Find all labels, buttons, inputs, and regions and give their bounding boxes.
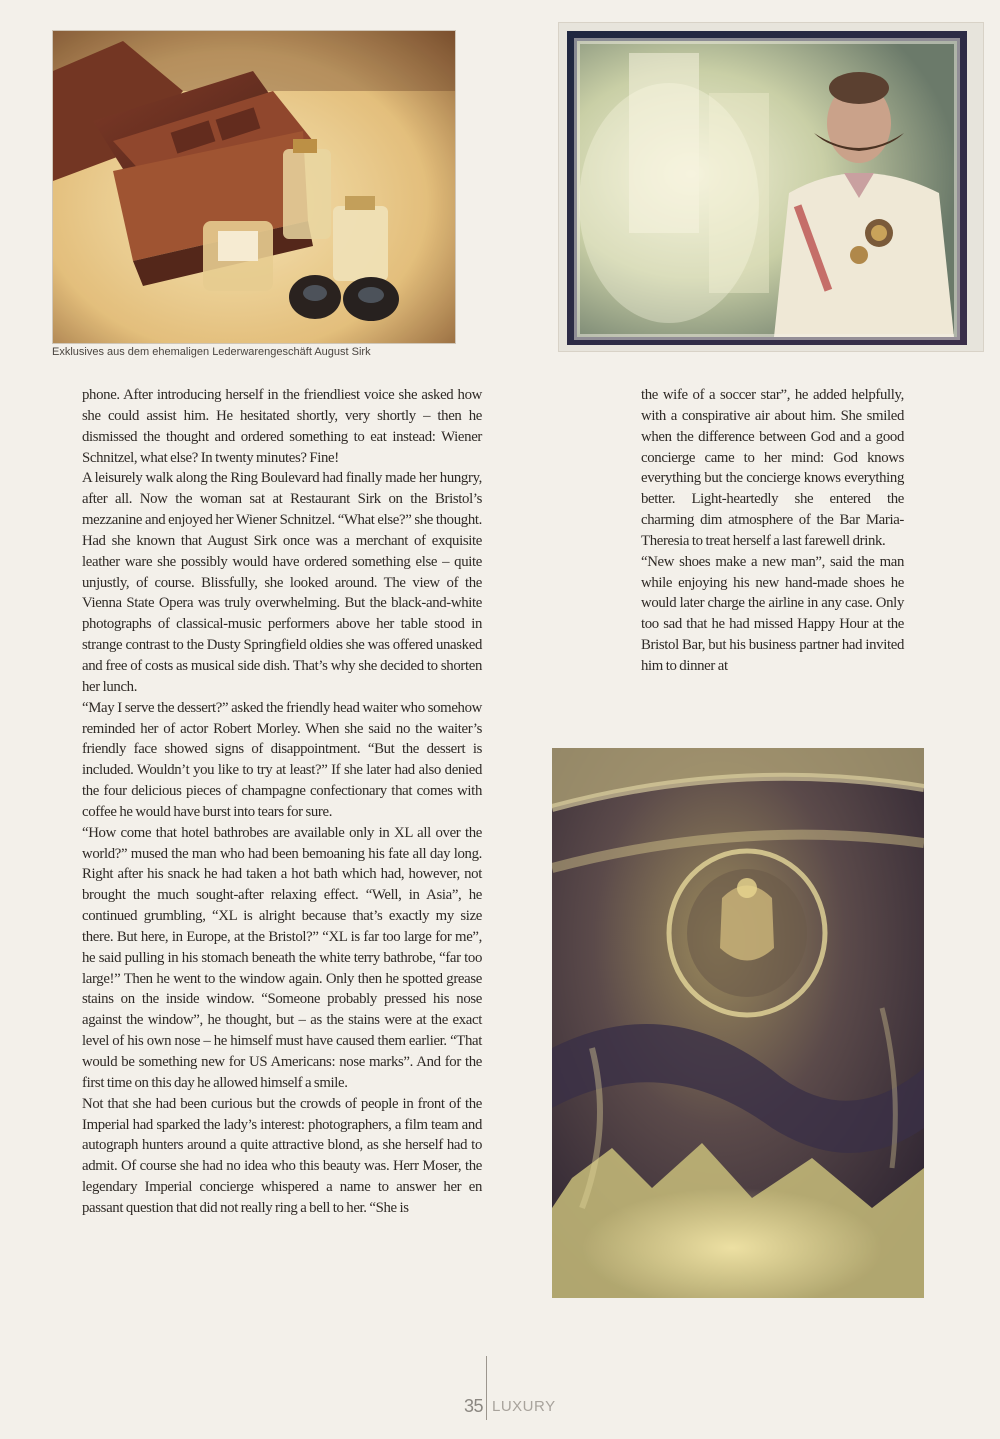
article-column-left xyxy=(82,385,482,1219)
photo-caption: Exklusives aus dem ehemaligen Lederwarengeschäft August Sirk xyxy=(52,346,371,358)
footer-divider xyxy=(486,1356,487,1420)
paragraph: “New shoes make a new man”, said the man while enjoying his new hand-made shoes he would later charge the airline in any case. Only too sad that he had missed Happy Hour at the Bristol Bar, but his business partner had invited him to dinner at xyxy=(641,553,904,674)
paragraph: “May I serve the dessert?” asked the friendly head waiter who somehow reminded her of actor Robert Morley. When she said no the waiter’s friendly face showed signs of disappointment. “But the dessert is included. Wouldn’t you like to try at least?” If she later had also denied the four delicious pieces of champagne confectionary that comes with coffee he would have burst into tears for sure. xyxy=(82,699,482,820)
article-column-right xyxy=(641,385,904,677)
leather-case-photo xyxy=(52,30,456,344)
page-footer xyxy=(0,1356,1000,1426)
paragraph: Not that she had been curious but the crowds of people in front of the Imperial had sparked the lady’s interest: photographers, a film team and autograph hunters around a quite attractive blond, as she herself had to admit. Of course she had no idea who this beauty was. Herr Moser, the legendary Imperial concierge whispered a name to answer her en passant question that did not really ring a bell to her. “She is xyxy=(82,1095,482,1216)
silver-plate-photo xyxy=(552,748,924,1298)
paragraph: A leisurely walk along the Ring Boulevard had finally made her hungry, after all. Now the woman sat at Restaurant Sirk on the Bristol’s mezzanine and enjoyed her Wiener Schnitzel. “What else?” she thought. Had she known that August Sirk once was a merchant of exquisite leather ware she possibly would have ordered something else – quite unjustly, of course. Blissfully, she looked around. The view of the Vienna State Opera was truly overwhelming. But the black-and-white photographs of classical-music performers above her table stood in strange contrast to the Dusty Springfield oldies she was offered unasked and free of costs as musical side dish. That’s why she decided to shorten her lunch. xyxy=(82,470,482,695)
section-label: LUXURY xyxy=(492,1398,556,1415)
emperor-portrait-photo xyxy=(558,22,984,352)
paragraph: the wife of a soccer star”, he added helpfully, with a conspirative air about him. She smiled when the difference between God and a good concierge came to her mind: God knows everything but the concierge knows everything better. Light-heartedly she entered the charming dim atmosphere of the Bar Maria-Theresia to treat herself a last farewell drink. xyxy=(641,387,904,549)
paragraph: phone. After introducing herself in the friendliest voice she asked how she could assist him. He hesitated shortly, very shortly – then he dismissed the thought and ordered something to eat instead: Wiener Schnitzel, what else? In twenty minutes? Fine! xyxy=(82,387,482,466)
paragraph: “How come that hotel bathrobes are available only in XL all over the world?” mused the man who had been bemoaning his fate all day long. Right after his snack he had taken a hot bath which had, however, not brought the much sought-after relaxing effect. “Well, in Asia”, he continued grumbling, “XL is alright because that’s exactly my size there. But here, in Europe, at the Bristol?” “XL is far too large for me”, he said pulling in his stomach beneath the white terry bathrobe, “far too large!” Then he went to the window again. Only then he spotted grease stains on the inside window. “Someone probably pressed his nose against the window”, he thought, but – as the stains were at the exact level of his own nose – he himself must have caused them earlier. “That would be something new for US Americans: nose marks”. And for the first time on this day he allowed himself a smile. xyxy=(82,824,482,1091)
page-number: 35 xyxy=(463,1396,483,1416)
